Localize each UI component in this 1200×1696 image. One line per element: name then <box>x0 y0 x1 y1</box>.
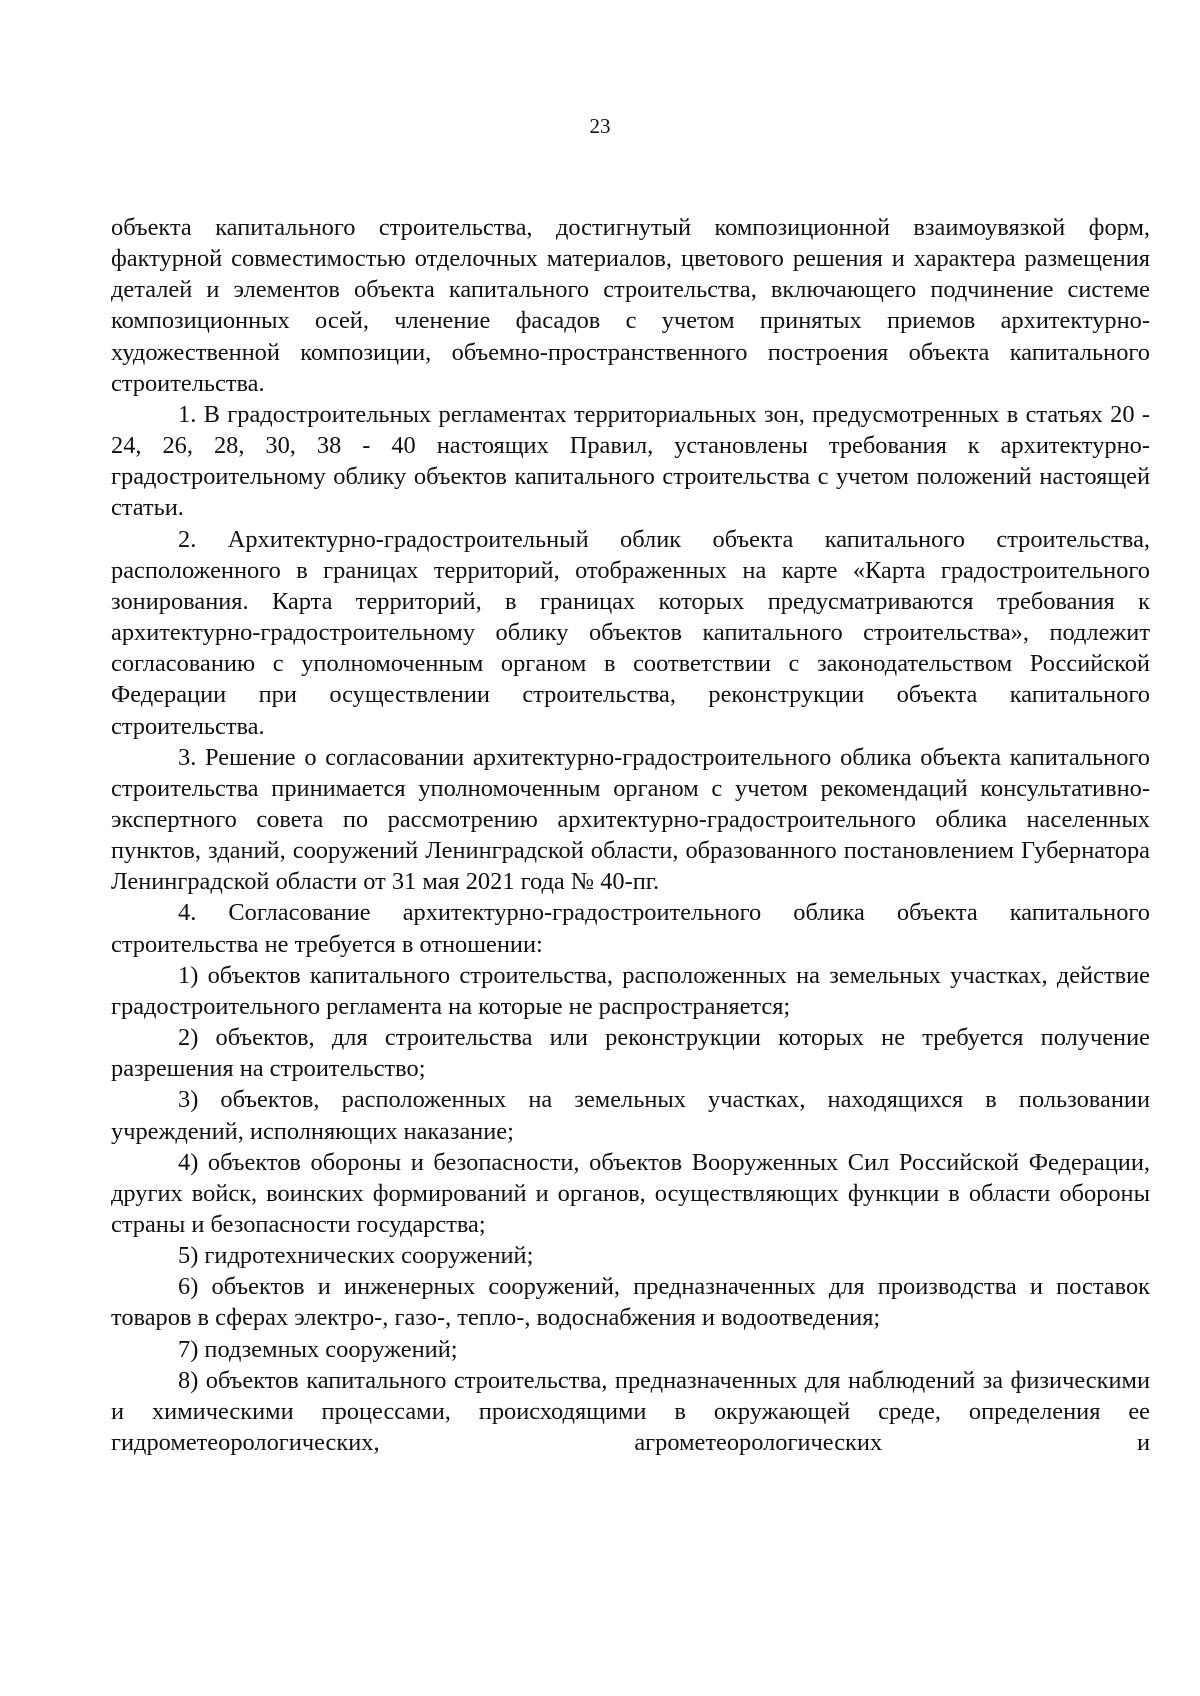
list-item-3: 3) объектов, расположенных на земельных участках, находящихся в пользовании учреждений, исполняющих наказание; <box>111 1086 1150 1145</box>
list-item-6: 6) объектов и инженерных сооружений, предназначенных для производства и поставок товаров в сферах электро-, газо-, тепло-, водоснабжения и водоотведения; <box>111 1273 1150 1332</box>
list-item-8: 8) объектов капитального строительства, предназначенных для наблюдений за физическими и химическими процессами, происходящими в окружающей среде, определения ее гидрометеорологических, агрометеорологических и <box>111 1366 1150 1457</box>
list-item-1: 1) объектов капитального строительства, расположенных на земельных участках, действие градостроительного регламента на которые не распространяется; <box>111 961 1150 1020</box>
list-item-5: 5) гидротехнических сооружений; <box>178 1242 534 1270</box>
paragraph-item-3: 3. Решение о согласовании архитектурно-градостроительного облика объекта капитального строительства принимается уполномоченным органом с учетом рекомендаций консультативно-экспертного совета по рассмотрению архитектурно-градостроительного облика населенных пунктов, зданий, сооружений Ленинградской области, образованного постановлением Губернатора Ленинградской области от 31 мая 2021 года № 40-пг. <box>111 743 1150 896</box>
paragraph-item-2: 2. Архитектурно-градостроительный облик объекта капитального строительства, расположенного в границах территорий, отображенных на карте «Карта градостроительного зонирования. Карта территорий, в границах которых предусматриваются требования к архитектурно-градостроительному облику объектов капитального строительства», подлежит согласованию с уполномоченным органом в соответствии с законодательством Российской Федерации при осуществлении строительства, реконструкции объекта капитального строительства. <box>111 525 1150 740</box>
list-item-7: 7) подземных сооружений; <box>178 1335 458 1363</box>
document-body <box>111 212 1150 1458</box>
list-item-2: 2) объектов, для строительства или реконструкции которых не требуется получение разрешения на строительство; <box>111 1024 1150 1083</box>
paragraph-item-4: 4. Согласование архитектурно-градостроительного облика объекта капитального строительства не требуется в отношении: <box>111 899 1150 958</box>
paragraph-continuation: объекта капитального строительства, достигнутый композиционной взаимоувязкой форм, фактурной совместимостью отделочных материалов, цветового решения и характера размещения деталей и элементов объекта капитального строительства, включающего подчинение системе композиционных осей, членение фасадов с учетом принятых приемов архитектурно-художественной композиции, объемно-пространственного построения объекта капитального строительства. <box>111 214 1150 397</box>
list-item-4: 4) объектов обороны и безопасности, объектов Вооруженных Сил Российской Федерации, других войск, воинских формирований и органов, осуществляющих функции в области обороны страны и безопасности государства; <box>111 1148 1150 1238</box>
paragraph-item-1: 1. В градостроительных регламентах территориальных зон, предусмотренных в статьях 20 - 24, 26, 28, 30, 38 - 40 настоящих Правил, установлены требования к архитектурно-градостроительному облику объектов капитального строительства с учетом положений настоящей статьи. <box>111 400 1150 522</box>
page-number: 23 <box>589 114 611 138</box>
